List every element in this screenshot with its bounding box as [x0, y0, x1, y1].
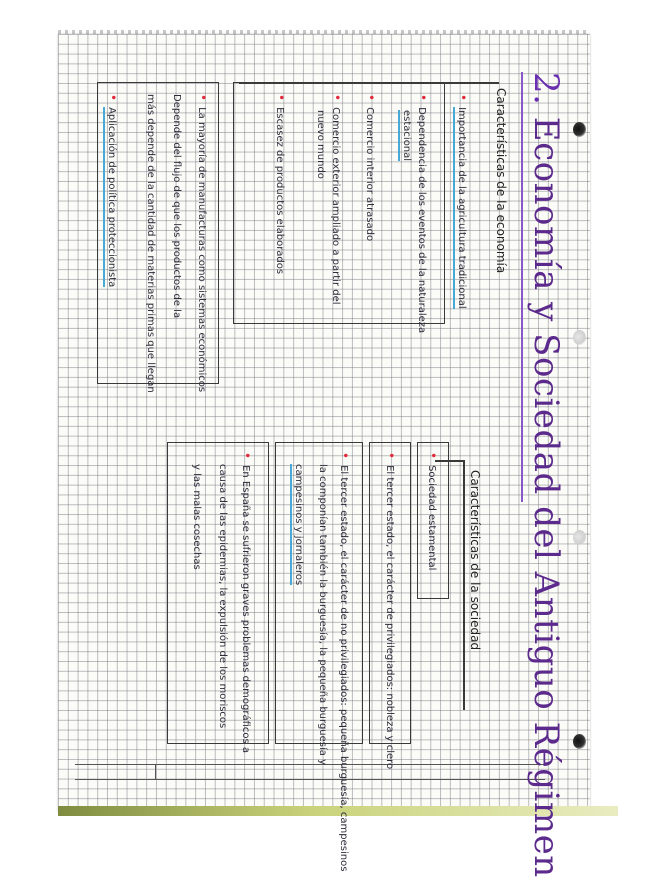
- bullet-icon: •: [384, 452, 398, 460]
- society-heading: Características de la sociedad: [468, 470, 482, 651]
- page-title: [526, 72, 566, 878]
- bullet-icon: •: [416, 94, 430, 102]
- society-item: la componían también la burguesía, la pequeña burguesía y: [317, 464, 328, 766]
- economy-heading: Características de la economía: [494, 88, 508, 274]
- note-line: Depende del flujo de que los productos de la: [171, 94, 182, 319]
- note-line: •Aplicación de política proteccionista: [106, 94, 119, 287]
- economy-item: •Dependencia de los eventos de la naturaleza: [416, 94, 430, 334]
- economy-item: •Importancia de la agricultura tradicional: [456, 94, 469, 309]
- bullet-icon: •: [330, 94, 344, 102]
- note-line: más depende de la cantidad de materias primas que llegan: [145, 94, 156, 393]
- bullet-icon: •: [274, 94, 288, 102]
- society-item: y las malas cosechas: [191, 464, 202, 570]
- title-underline: [521, 72, 523, 502]
- economy-item: estacional: [401, 110, 411, 161]
- society-item: •En España se sufrieron graves problemas demográficos a: [240, 452, 254, 754]
- society-item: causa de las epidemias, la expulsión de los moriscos: [217, 464, 228, 729]
- bullet-icon: •: [426, 452, 440, 460]
- note-line: •La mayoría de manufacturas como sistemas económicos: [196, 94, 210, 393]
- bullet-icon: •: [364, 94, 378, 102]
- bullet-icon: •: [196, 94, 210, 102]
- society-label: •Sociedad estamental: [426, 452, 440, 571]
- economy-item: •Comercio interior atrasado: [364, 94, 378, 242]
- economy-item: nuevo mundo: [315, 110, 326, 179]
- bullet-icon: •: [456, 94, 470, 102]
- society-item: •El tercer estado, el carácter de privilegiados: nobleza y clero: [384, 452, 398, 770]
- economy-item: •Comercio exterior ampliado a partir del: [330, 94, 344, 305]
- bullet-icon: •: [106, 94, 120, 102]
- economy-bracket: [439, 82, 499, 84]
- society-item: campesinos y jornaleros: [293, 464, 303, 585]
- title-text: Economía y Sociedad del Antiguo Régimen: [526, 116, 566, 878]
- society-item: •El tercer estado, el carácter de no privilegiados: pequeña burguesía, campesinos: [338, 452, 352, 872]
- bullet-icon: •: [338, 452, 352, 460]
- bullet-icon: •: [240, 452, 254, 460]
- society-bracket: [463, 460, 465, 710]
- title-number: 2.: [526, 72, 566, 106]
- economy-item: •Escasez de productos elaborados: [274, 94, 288, 275]
